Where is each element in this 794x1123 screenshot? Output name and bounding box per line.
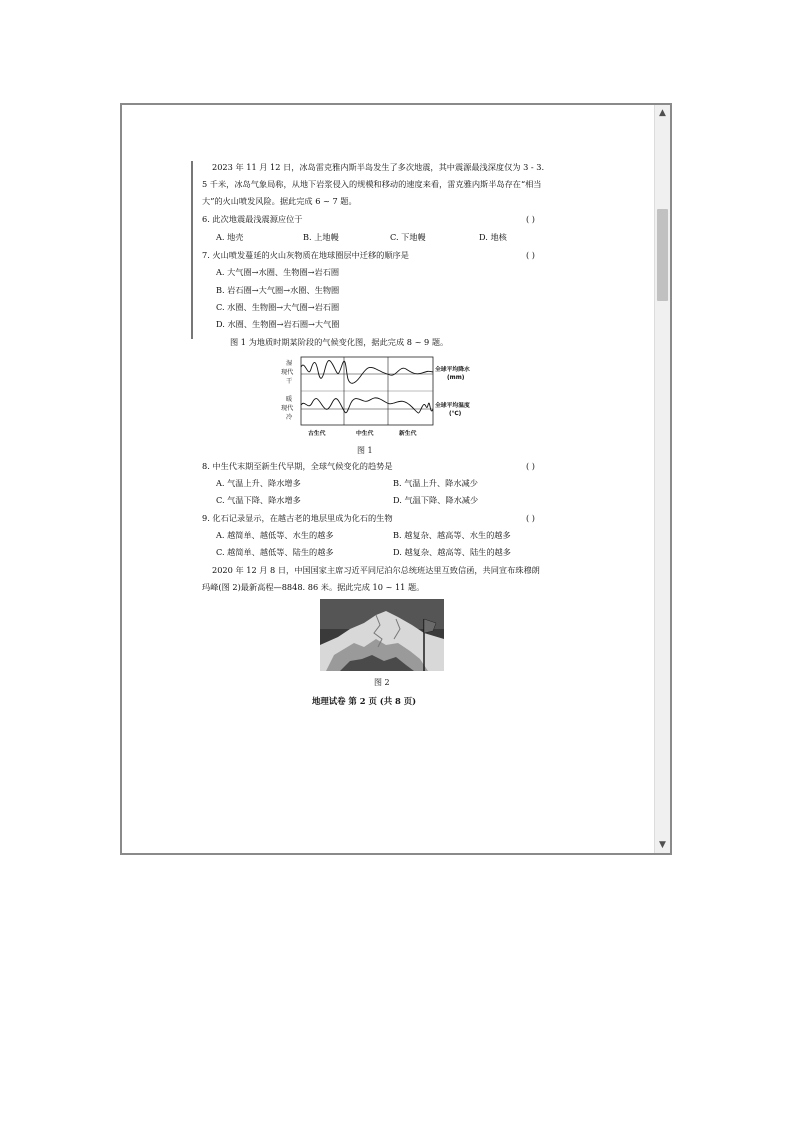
figure-1-climate-chart <box>272 355 472 441</box>
q8-option-b: B. 气温上升、降水减少 <box>393 478 478 488</box>
q7-answer-paren: ( ) <box>526 250 535 260</box>
q9-stem: 9. 化石记录显示，在越古老的地层里成为化石的生物 <box>202 513 393 523</box>
fig1-legend-precip-1: 全球平均降水 <box>435 367 470 373</box>
scrollbar-thumb[interactable] <box>657 209 668 301</box>
fig1-ylabel-bottom-3: 冷 <box>286 414 293 421</box>
q6-answer-paren: ( ) <box>526 214 535 224</box>
intro-8-9: 图 1 为地质时期某阶段的气候变化图，据此完成 8 ~ 9 题。 <box>230 337 449 347</box>
figure-2-caption: 图 2 <box>374 678 390 687</box>
q8-option-a: A. 气温上升、降水增多 <box>216 478 301 488</box>
vertical-scrollbar[interactable] <box>654 105 670 853</box>
q7-option-b: B. 岩石圈→大气圈→水圈、生物圈 <box>216 285 340 295</box>
q9-option-a: A. 越简单、越低等、水生的越多 <box>216 530 334 540</box>
q8-stem: 8. 中生代末期至新生代早期，全球气候变化的趋势是 <box>202 461 393 471</box>
intro-6-7-line-2: 5 千米，冰岛气象局称，从地下岩浆侵入的规模和移动的速度来看，雷克雅内斯半岛存在“相当 <box>202 179 542 189</box>
q8-option-c: C. 气温下降、降水增多 <box>216 495 301 505</box>
fig1-era-cenozoic: 新生代 <box>399 431 417 437</box>
q9-option-c: C. 越简单、越低等、陆生的越多 <box>216 547 334 557</box>
q6-option-b: B. 上地幔 <box>303 232 339 242</box>
figure-2-everest-photo <box>320 599 444 671</box>
q8-option-d: D. 气温下降、降水减少 <box>393 495 479 505</box>
fig1-ylabel-bottom-2: 现代 <box>281 405 294 412</box>
fig1-ylabel-bottom-1: 暖 <box>286 396 293 403</box>
chevron-down-icon[interactable]: ▼ <box>659 840 666 850</box>
intro-10-11-line-1: 2020 年 12 月 8 日，中国国家主席习近平同尼泊尔总统班达里互致信函，共同宣布珠穆朗 <box>212 565 540 575</box>
q9-option-d: D. 越复杂、越高等、陆生的越多 <box>393 547 511 557</box>
intro-10-11-line-2: 玛峰(图 2)最新高程—8848. 86 米。据此完成 10 ~ 11 题。 <box>202 582 425 592</box>
intro-6-7-line-3: 大”的火山喷发风险。据此完成 6 ~ 7 题。 <box>202 196 357 206</box>
margin-rule <box>191 161 193 339</box>
fig1-legend-temp-1: 全球平均温度 <box>435 403 470 409</box>
q8-answer-paren: ( ) <box>526 461 535 471</box>
fig1-temp-curve <box>301 398 433 413</box>
q6-option-c: C. 下地幔 <box>390 232 426 242</box>
fig1-precip-curve <box>301 361 433 384</box>
fig1-legend-temp-2: (℃) <box>449 411 462 417</box>
q6-stem: 6. 此次地震最浅震源应位于 <box>202 214 303 224</box>
document-viewer <box>120 103 672 855</box>
figure-1-caption: 图 1 <box>357 446 373 455</box>
fig1-ylabel-top-1: 湿 <box>286 360 293 367</box>
chevron-up-icon[interactable]: ▲ <box>659 108 666 118</box>
fig1-era-mesozoic: 中生代 <box>356 431 374 437</box>
q7-option-d: D. 水圈、生物圈→岩石圈→大气圈 <box>216 319 340 329</box>
fig1-era-paleozoic: 古生代 <box>308 431 326 437</box>
q6-option-a: A. 地壳 <box>216 232 244 242</box>
everest-illustration <box>320 599 444 671</box>
q7-option-a: A. 大气圈→水圈、生物圈→岩石圈 <box>216 267 340 277</box>
fig1-ylabel-top-3: 干 <box>286 378 293 385</box>
q7-option-c: C. 水圈、生物圈→大气圈→岩石圈 <box>216 302 340 312</box>
q9-answer-paren: ( ) <box>526 513 535 523</box>
fig1-ylabel-top-2: 现代 <box>281 369 294 376</box>
page-footer: 地理试卷 第 2 页 (共 8 页) <box>312 696 417 706</box>
q6-option-d: D. 地核 <box>479 232 507 242</box>
intro-6-7-line-1: 2023 年 11 月 12 日，冰岛雷克雅内斯半岛发生了多次地震，其中震源最浅深度仅为 3 - 3. <box>212 162 545 172</box>
q9-option-b: B. 越复杂、越高等、水生的越多 <box>393 530 511 540</box>
page-viewport[interactable] <box>122 105 655 853</box>
fig1-legend-precip-2: (mm) <box>447 375 465 381</box>
q7-stem: 7. 火山喷发蔓延的火山灰物质在地球圈层中迁移的顺序是 <box>202 250 409 260</box>
exam-page <box>122 105 655 853</box>
